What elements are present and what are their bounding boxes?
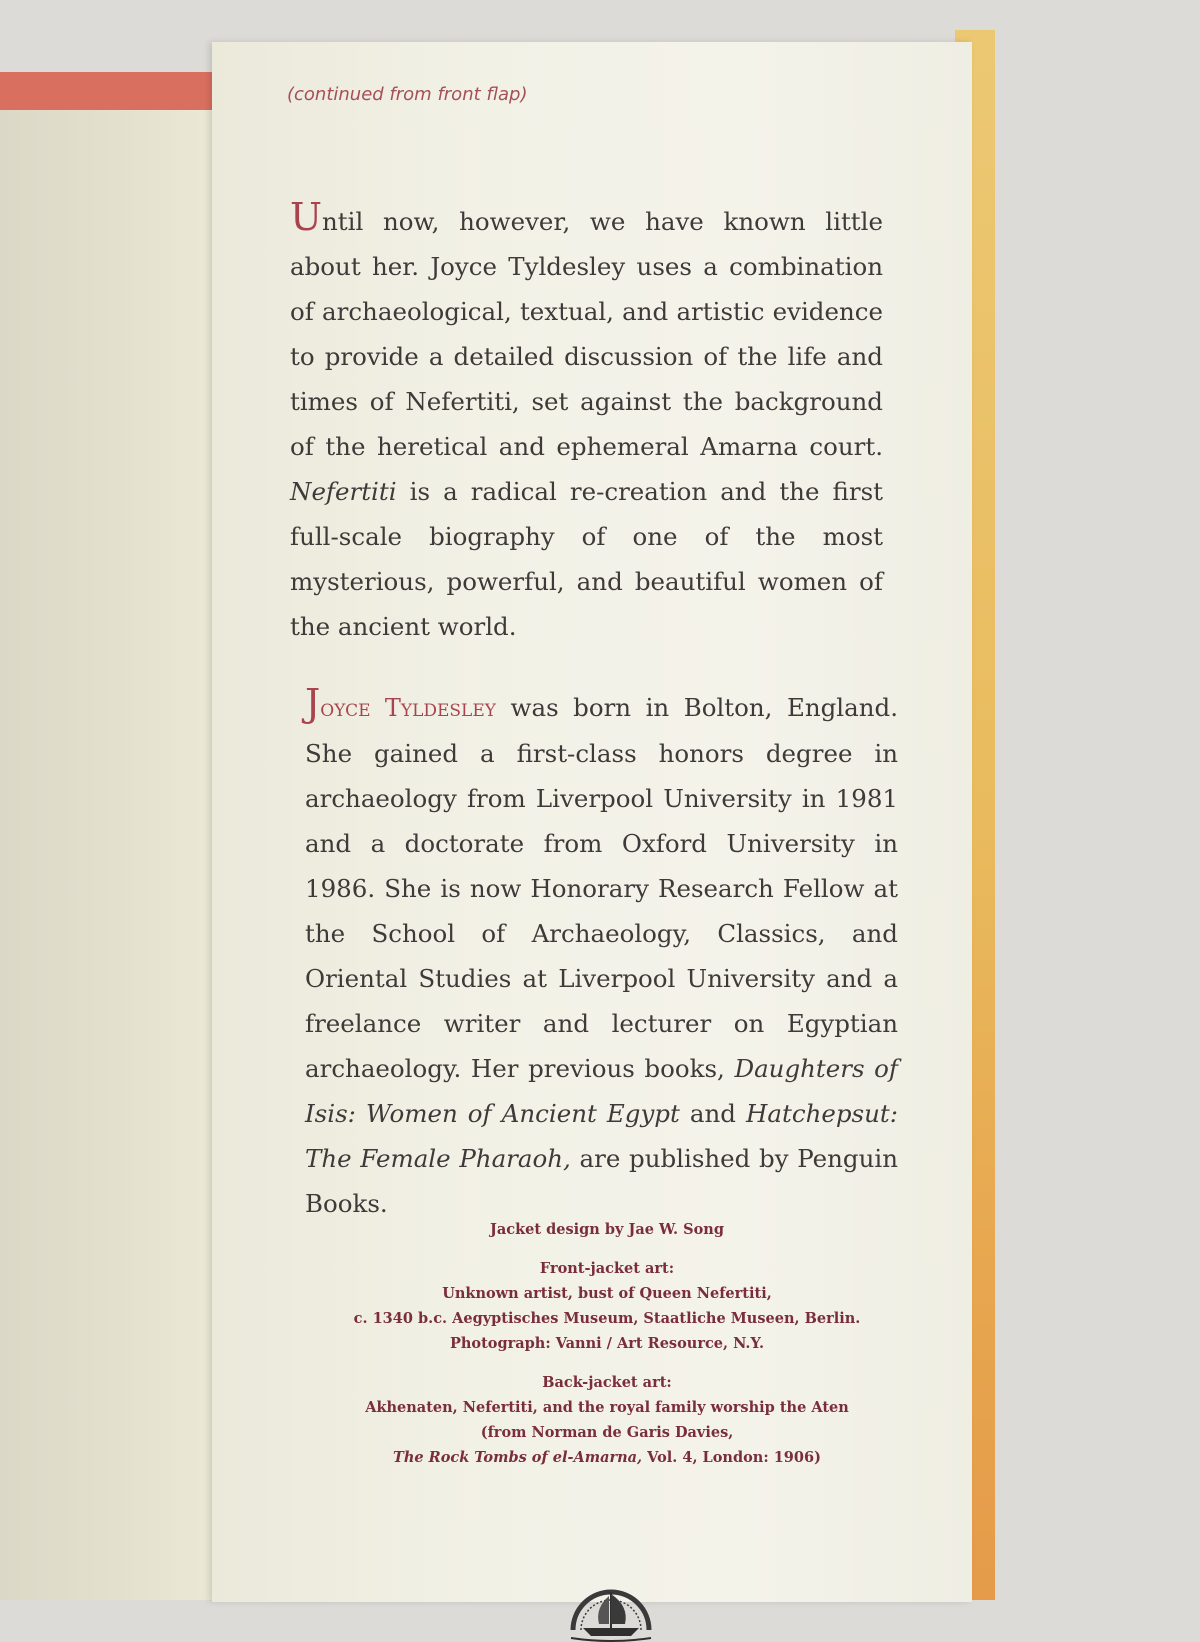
back-art-line-2: (from Norman de Garis Davies,: [480, 1424, 734, 1441]
back-flap: [212, 42, 972, 1602]
penguin-ship-logo-icon: [565, 1570, 657, 1642]
front-art-heading: Front-jacket art:: [539, 1260, 675, 1277]
left-endpaper: [0, 98, 215, 1600]
bio-and: and: [679, 1099, 747, 1128]
bio-end: are published by Penguin Books.: [305, 1144, 898, 1218]
para1-text: ntil now, however, we have known little about her. Joyce Tyldesley uses a combination of archaeological, textual, and artistic evidence to provide a detailed discussion of the life and times of Nefertiti, set against the background of the heretical and ephemeral Amarna court.: [290, 207, 883, 461]
drop-cap-j: J: [305, 681, 321, 725]
back-art-line-1: Akhenaten, Nefertiti, and the royal family worship the Aten: [365, 1399, 849, 1416]
description-paragraph: [290, 195, 883, 649]
para1-end: is a radical re-creation and the first full-scale biography of one of the most mysterious, powerful, and beautiful women of the ancient world.: [290, 477, 883, 641]
book-title-1: Daughters of Isis: Women of Ancient Egypt: [305, 1054, 898, 1128]
para1-title: Nefertiti: [290, 477, 397, 506]
drop-cap-u: U: [290, 195, 323, 239]
book-title-2: Hatchepsut: The Female Pharaoh,: [305, 1099, 898, 1173]
front-art-line-3: Photograph: Vanni / Art Resource, N.Y.: [449, 1335, 765, 1352]
back-art-line-3: The Rock Tombs of el-Amarna, Vol. 4, London: 1906): [393, 1449, 821, 1466]
red-board-edge: [0, 72, 215, 110]
jacket-design-credit: Jacket design by Jae W. Song: [490, 1221, 724, 1238]
continued-note: (continued from front flap): [287, 84, 528, 105]
back-art-heading: Back-jacket art:: [542, 1374, 672, 1391]
author-name: oyce Tyldesley: [320, 694, 496, 722]
front-art-line-1: Unknown artist, bust of Queen Nefertiti,: [442, 1285, 772, 1302]
jacket-credits: [312, 1217, 902, 1470]
bio-text: was born in Bolton, England. She gained a first-class honors degree in archaeology from Liverpool University in 1981 and a doctorate from Oxford University in 1986. She is now Honorary Research Fellow at the School of Archaeology, Classics, and Oriental Studies at Liverpool University and a freelance writer and lecturer on Egyptian archaeology. Her previous books,: [305, 693, 898, 1083]
front-art-line-2: c. 1340 b.c. Aegyptisches Museum, Staatliche Museen, Berlin.: [353, 1310, 861, 1327]
author-bio-paragraph: [305, 681, 898, 1226]
